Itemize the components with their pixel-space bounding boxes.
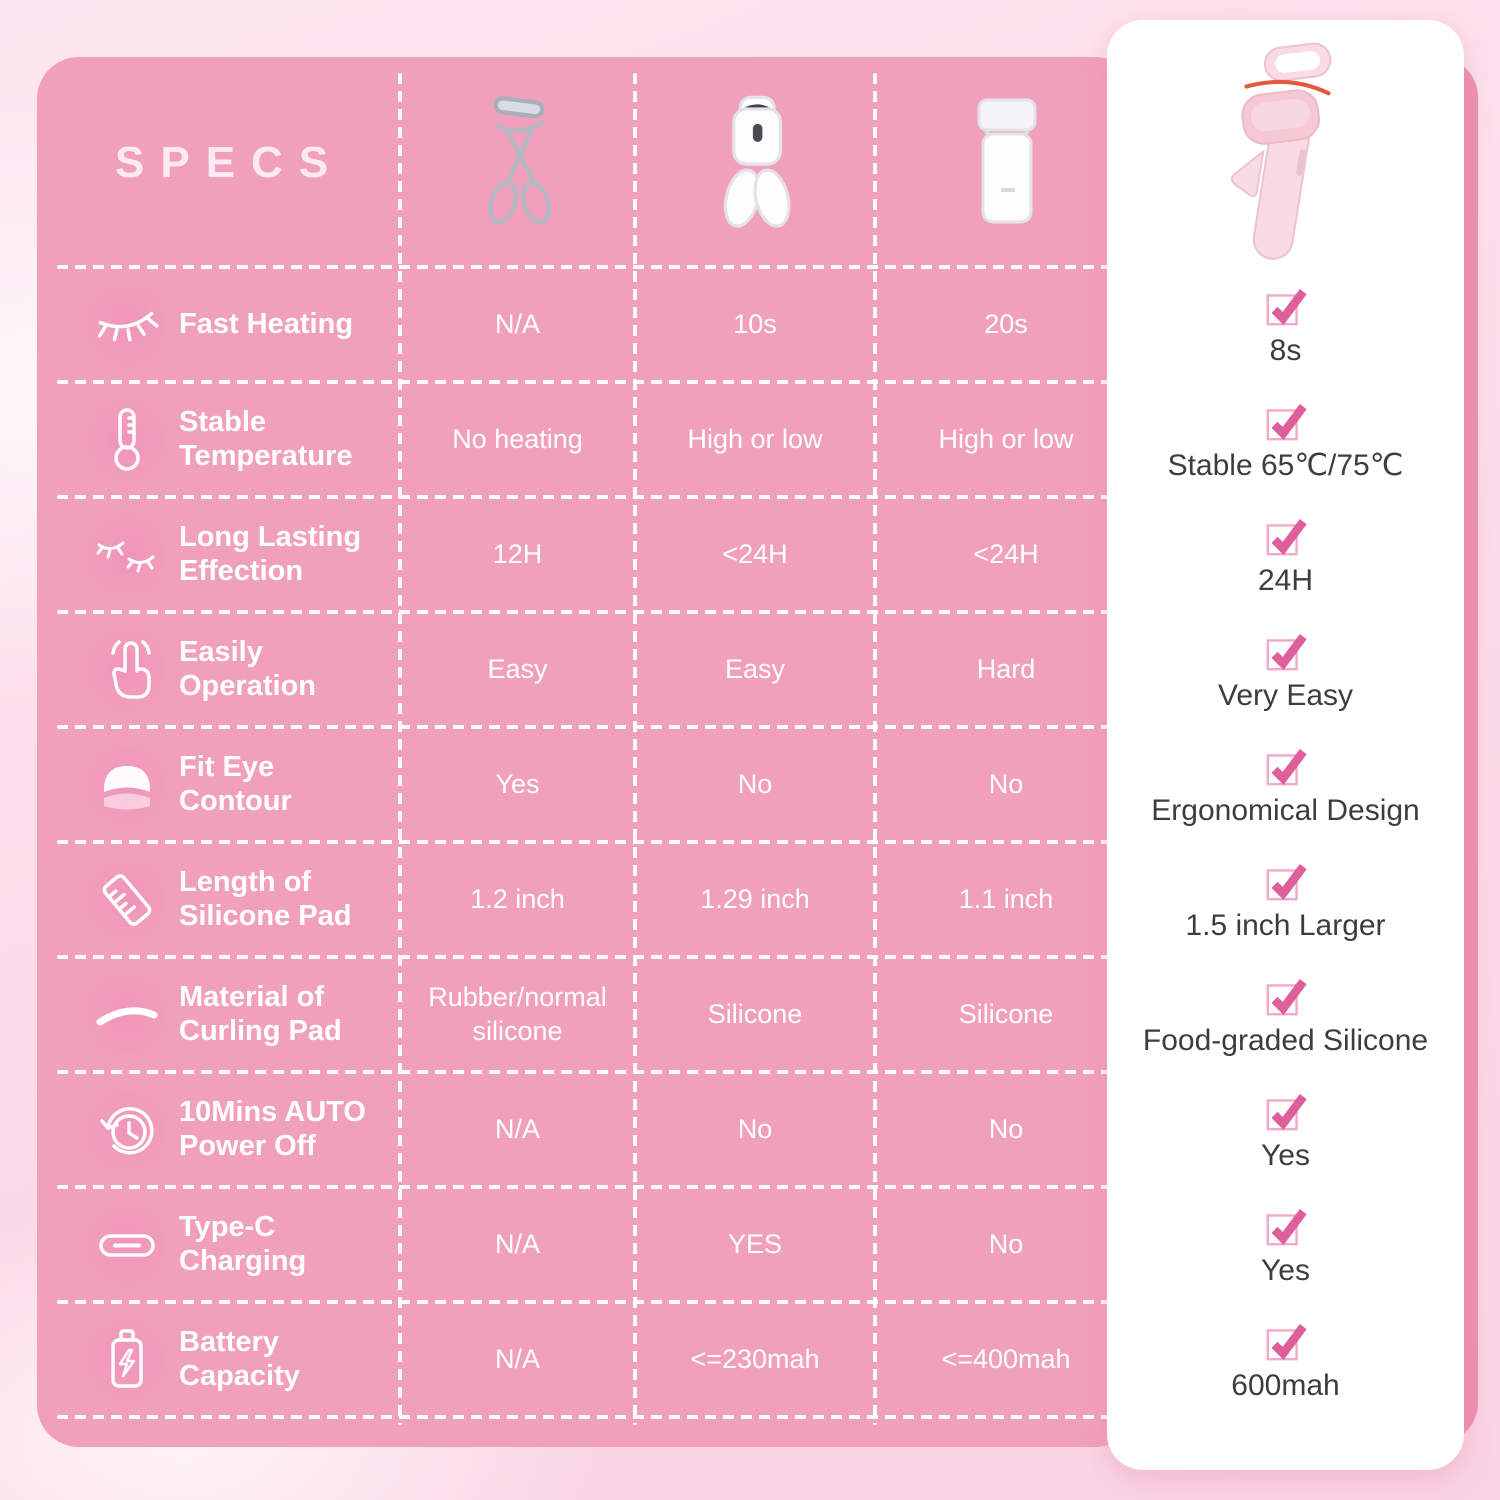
spec-value: Silicone <box>958 998 1054 1029</box>
spec-label: Long Lasting Effection <box>179 521 362 587</box>
check-icon <box>1263 1318 1309 1364</box>
spec-value: Rubber/normal silicone <box>428 981 607 1046</box>
feature-item <box>1107 1187 1464 1302</box>
spec-value: <=400mah <box>941 1343 1071 1374</box>
feature-item <box>1107 1072 1464 1187</box>
spec-value: No <box>988 1228 1024 1259</box>
spec-label: Fit Eye Contour <box>179 751 292 817</box>
feature-item <box>1107 1302 1464 1417</box>
spec-value: Hard <box>976 653 1036 684</box>
spec-value: Easy <box>724 653 786 684</box>
spec-row-type-c <box>37 1187 400 1302</box>
dashed-line <box>57 1185 1117 1189</box>
type-c-icon <box>89 1229 165 1261</box>
feature-item <box>1107 612 1464 727</box>
feature-label: Yes <box>1261 1253 1310 1287</box>
check-icon <box>1263 628 1309 674</box>
spec-row-battery <box>37 1302 400 1417</box>
spec-value: 20s <box>984 308 1028 339</box>
feature-label: 8s <box>1269 333 1302 367</box>
feature-item <box>1107 267 1464 382</box>
spec-value: No <box>988 768 1024 799</box>
spec-value: N/A <box>494 308 540 339</box>
spec-value: N/A <box>494 1228 540 1259</box>
spec-value: 10s <box>733 308 777 339</box>
spec-value: 12H <box>492 538 543 569</box>
feature-label: Stable 65℃/75℃ <box>1167 448 1404 482</box>
spec-value: Yes <box>495 768 540 799</box>
spec-value: Easy <box>487 653 548 684</box>
dashed-line <box>398 73 402 1425</box>
check-icon <box>1263 283 1309 329</box>
spec-value: YES <box>727 1228 783 1259</box>
specs-header-cell <box>37 57 400 267</box>
check-icon <box>1263 973 1309 1019</box>
spec-value: N/A <box>494 1113 540 1144</box>
feature-item <box>1107 842 1464 957</box>
check-icon <box>1263 858 1309 904</box>
feature-label: 600mah <box>1231 1368 1340 1402</box>
spec-label: 10Mins AUTO Power Off <box>179 1096 366 1162</box>
feature-label: 1.5 inch Larger <box>1185 908 1386 942</box>
dashed-line <box>633 73 637 1425</box>
feature-label: Ergonomical Design <box>1151 793 1420 827</box>
dashed-line <box>57 725 1117 729</box>
spec-value: N/A <box>494 1343 540 1374</box>
column-image-manual-curler <box>400 57 635 267</box>
feature-item <box>1107 957 1464 1072</box>
spec-label: Stable Temperature <box>179 406 353 472</box>
thermometer-icon <box>89 405 165 475</box>
featured-product-card <box>1107 20 1464 1470</box>
dashed-line <box>57 495 1117 499</box>
dashed-line <box>57 1415 1117 1419</box>
eyelash-icon <box>89 304 165 346</box>
feature-label: Food-graded Silicone <box>1142 1023 1429 1057</box>
spec-label: Easily Operation <box>179 636 316 702</box>
spec-label: Material of Curling Pad <box>179 981 342 1047</box>
auto-off-clock-icon <box>89 1099 165 1161</box>
spec-value: No <box>737 1113 773 1144</box>
feature-list <box>1107 267 1464 1417</box>
featured-product-image <box>1107 34 1464 270</box>
feature-label: Yes <box>1261 1138 1310 1172</box>
spec-value: No heating <box>452 423 583 454</box>
lash-curve-icon <box>89 1000 165 1030</box>
spec-value: High or low <box>938 423 1074 454</box>
specs-table-card <box>37 57 1137 1447</box>
spec-value: No <box>988 1113 1024 1144</box>
ruler-icon <box>89 869 165 931</box>
spec-value: <24H <box>722 538 788 569</box>
dashed-line <box>57 840 1117 844</box>
eyelashes-icon <box>89 533 165 577</box>
spec-row-auto-power-off <box>37 1072 400 1187</box>
feature-item <box>1107 727 1464 842</box>
column-image-compact-curler <box>875 57 1137 267</box>
spec-row-pad-length <box>37 842 400 957</box>
spec-value: 1.29 inch <box>700 883 810 914</box>
manual-eyelash-curler-image <box>462 94 574 230</box>
spec-row-long-lasting <box>37 497 400 612</box>
feature-label: 24H <box>1257 563 1314 597</box>
spec-row-stable-temperature <box>37 382 400 497</box>
spec-row-pad-material <box>37 957 400 1072</box>
spec-row-fit-eye-contour <box>37 727 400 842</box>
spec-value: No <box>737 768 773 799</box>
spec-value: High or low <box>687 423 823 454</box>
dashed-line <box>873 73 877 1425</box>
dashed-line <box>57 1300 1117 1304</box>
dashed-line <box>57 955 1117 959</box>
dashed-line <box>57 380 1117 384</box>
check-icon <box>1263 1088 1309 1134</box>
spec-label: Type-C Charging <box>179 1211 307 1277</box>
feature-label: Very Easy <box>1217 678 1354 712</box>
specs-title: SPECS <box>115 137 345 187</box>
dashed-line <box>57 610 1117 614</box>
feature-item <box>1107 497 1464 612</box>
spec-label: Battery Capacity <box>179 1326 300 1392</box>
tap-icon <box>89 637 165 703</box>
spec-label: Fast Heating <box>179 307 354 340</box>
spec-value: 1.1 inch <box>958 883 1054 914</box>
check-icon <box>1263 743 1309 789</box>
spec-label: Length of Silicone Pad <box>179 866 352 932</box>
dashed-line <box>57 265 1117 269</box>
dashed-line <box>57 1070 1117 1074</box>
battery-icon <box>89 1326 165 1394</box>
spec-value: 1.2 inch <box>470 883 565 914</box>
spec-row-easily-operation <box>37 612 400 727</box>
spec-value: <=230mah <box>690 1343 820 1374</box>
spec-value: <24H <box>973 538 1039 569</box>
check-icon <box>1263 398 1309 444</box>
column-image-heated-curler <box>635 57 875 267</box>
check-icon <box>1263 513 1309 559</box>
silicone-pad-icon <box>89 758 165 812</box>
check-icon <box>1263 1203 1309 1249</box>
spec-value: Silicone <box>707 998 803 1029</box>
spec-row-fast-heating <box>37 267 400 382</box>
compact-heated-eyelash-curler-image <box>951 92 1061 232</box>
white-heated-eyelash-curler-image <box>700 92 810 232</box>
feature-item <box>1107 382 1464 497</box>
